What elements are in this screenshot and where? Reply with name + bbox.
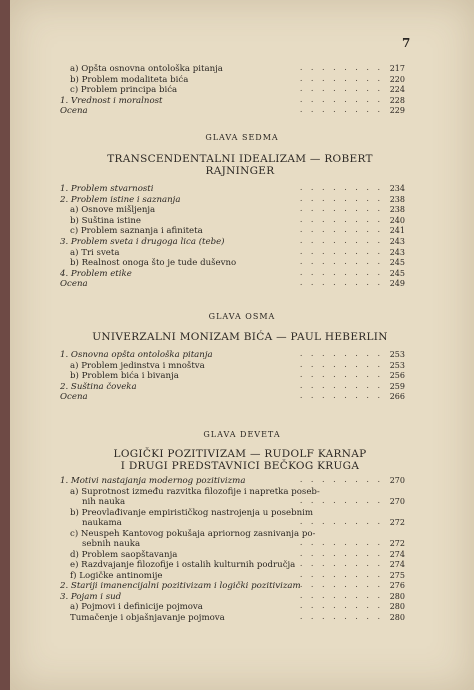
- toc-entry-page: 243: [389, 237, 405, 246]
- leader-dots: . . . . . . . .: [299, 496, 383, 505]
- toc-entry: [60, 195, 405, 205]
- toc-entry: [60, 529, 405, 539]
- toc-entry: [60, 361, 405, 371]
- toc-entry-page: 274: [389, 560, 405, 569]
- toc-entry-page: 272: [389, 518, 405, 527]
- toc-entry-page: 245: [389, 258, 405, 268]
- toc-entry-label: 2. Problem istine i saznanja: [60, 194, 181, 205]
- leader-dots: . . . . . . . .: [299, 105, 383, 114]
- toc-entry: [60, 518, 405, 528]
- leader-dots: . . . . . . . .: [299, 204, 383, 214]
- chapter-label-osma: GLAVA OSMA: [208, 312, 276, 321]
- chapter-heading-line-2: RAJNINGER: [205, 165, 275, 177]
- chapter-heading-sedma: [70, 153, 410, 177]
- leader-dots: . . . . . . . .: [299, 569, 383, 579]
- chapter-heading-line-2: I DRUGI PREDSTAVNICI BEČKOG KRUGA: [120, 460, 360, 472]
- toc-entry-label: b) Realnost onoga što je tude duševno: [70, 258, 237, 269]
- toc-entry-label: Tumačenje i objašnjavanje pojmova: [70, 612, 225, 623]
- toc-entry-page: 270: [389, 497, 405, 506]
- leader-dots: . . . . . . . .: [299, 380, 383, 390]
- toc-entry-page: 245: [389, 268, 405, 278]
- leader-dots: . . . . . . . .: [299, 236, 383, 245]
- toc-entry-label: Ocena: [60, 279, 88, 290]
- toc-entry-label: a) Problem jedinstva i mnoštva: [70, 360, 205, 371]
- toc-entry: [60, 487, 405, 497]
- page-number: 7: [402, 36, 411, 50]
- toc-entry-label: b) Problem bića i bivanja: [70, 371, 179, 382]
- toc-entry-label: a) Suprotnost između razvitka filozofije i napretka poseb-: [70, 486, 320, 497]
- leader-dots: . . . . . . . .: [299, 548, 383, 558]
- toc-entry-label: 2. Stariji imanencijalni pozitivizam i logički pozitivizam: [60, 581, 301, 591]
- leader-dots: . . . . . . . .: [299, 391, 383, 401]
- toc-entry-page: 259: [389, 381, 405, 391]
- toc-entry: [60, 581, 405, 591]
- toc-entry: [60, 248, 405, 258]
- toc-entry: [60, 64, 405, 74]
- toc-entry-label: 1. Motivi nastajanja modernog pozitivizma: [60, 476, 246, 486]
- toc-entry: [60, 571, 405, 581]
- toc-entry: [60, 508, 405, 518]
- toc-entry-label: d) Problem saopštavanja: [70, 549, 178, 560]
- leader-dots: . . . . . . . .: [299, 601, 383, 610]
- toc-entry-label: 3. Problem sveta i drugoga lica (tebe): [60, 237, 225, 247]
- leader-dots: . . . . . . . .: [299, 183, 383, 192]
- leader-dots: . . . . . . . .: [299, 475, 383, 484]
- toc-entry-page: 253: [389, 350, 405, 359]
- leader-dots: . . . . . . . .: [299, 580, 383, 589]
- toc-entry-label: Ocena: [60, 392, 88, 403]
- toc-entry-label: c) Problem saznanja i afiniteta: [70, 226, 203, 237]
- leader-dots: . . . . . . . .: [299, 214, 383, 224]
- toc-entry-page: 256: [389, 371, 405, 381]
- toc-entry-label: f) Logičke antinomije: [70, 570, 163, 581]
- toc-entry: [60, 476, 405, 486]
- toc-entry-page: 238: [389, 205, 405, 215]
- toc-entry: [60, 560, 405, 570]
- leader-dots: . . . . . . . .: [299, 559, 383, 568]
- leader-dots: . . . . . . . .: [299, 193, 383, 203]
- leader-dots: . . . . . . . .: [299, 73, 383, 83]
- chapter-label-deveta: GLAVA DEVETA: [203, 430, 281, 439]
- leader-dots: . . . . . . . .: [299, 538, 383, 547]
- toc-entry-label: b) Suština istine: [70, 215, 141, 226]
- toc-entry-label: 2. Suština čoveka: [60, 381, 137, 392]
- toc-entry: [60, 371, 405, 381]
- toc-entry-label: naukama: [82, 518, 122, 528]
- toc-entry: [60, 550, 405, 560]
- toc-entry: [60, 392, 405, 402]
- toc-entry-label: c) Problem principa bića: [70, 85, 178, 95]
- toc-entry-page: 240: [389, 215, 405, 225]
- toc-entry: [60, 258, 405, 268]
- toc-entry-page: 280: [389, 591, 405, 601]
- chapter-heading-line-1: UNIVERZALNI MONIZAM BIĆA — PAUL HEBERLIN: [92, 331, 388, 343]
- toc-entry-label: sebnih nauka: [82, 539, 141, 549]
- toc-entry: [60, 497, 405, 507]
- leader-dots: . . . . . . . .: [299, 63, 383, 72]
- toc-entry: [60, 613, 405, 623]
- toc-entry-label: Ocena: [60, 106, 88, 116]
- toc-entry: [60, 106, 405, 116]
- toc-entry: [60, 75, 405, 85]
- chapter-label-sedma: GLAVA SEDMA: [205, 133, 279, 142]
- leader-dots: . . . . . . . .: [299, 267, 383, 277]
- toc-entry-label: a) Osnove mišljenja: [70, 205, 156, 216]
- toc-entry-page: 253: [389, 360, 405, 370]
- toc-entry-page: 243: [389, 247, 405, 257]
- toc-entry-page: 266: [389, 392, 405, 402]
- toc-entry-label: a) Tri sveta: [70, 247, 120, 258]
- toc-entry-page: 275: [389, 570, 405, 580]
- toc-entry-page: 270: [389, 476, 405, 485]
- toc-entry: [60, 96, 405, 106]
- toc-entry-page: 241: [389, 226, 405, 236]
- toc-entry: [60, 350, 405, 360]
- toc-entry-page: 234: [389, 184, 405, 193]
- toc-entry-page: 217: [389, 64, 405, 73]
- leader-dots: . . . . . . . .: [299, 611, 383, 621]
- toc-entry: [60, 539, 405, 549]
- leader-dots: . . . . . . . .: [299, 517, 383, 526]
- leader-dots: . . . . . . . .: [299, 246, 383, 256]
- toc-entry-label: 4. Problem etike: [60, 268, 132, 279]
- toc-entry-label: e) Razdvajanje filozofije i ostalih kulturnih područja: [70, 560, 296, 570]
- toc-entry: [60, 226, 405, 236]
- leader-dots: . . . . . . . .: [299, 590, 383, 600]
- toc-entry-label: b) Problem modaliteta bića: [70, 74, 189, 85]
- toc-entry-label: a) Pojmovi i definicije pojmova: [70, 602, 203, 612]
- chapter-heading-deveta: [70, 448, 410, 472]
- chapter-heading-osma: [70, 331, 410, 343]
- toc-entry-label: 1. Vrednost i moralnost: [60, 95, 163, 106]
- toc-entry-label: a) Opšta osnovna ontološka pitanja: [70, 64, 223, 74]
- toc-entry: [60, 216, 405, 226]
- leader-dots: . . . . . . . .: [299, 94, 383, 104]
- toc-entry-label: c) Neuspeh Kantovog pokušaja apriornog zasnivanja po-: [70, 528, 316, 539]
- leader-dots: . . . . . . . .: [299, 349, 383, 358]
- toc-entry-page: 238: [389, 194, 405, 204]
- toc-entry: [60, 382, 405, 392]
- toc-entry-page: 274: [389, 549, 405, 559]
- toc-entry: [60, 184, 405, 194]
- toc-entry: [60, 602, 405, 612]
- leader-dots: . . . . . . . .: [299, 257, 383, 267]
- chapter-heading-line-1: LOGIČKI POZITIVIZAM — RUDOLF KARNAP: [113, 448, 367, 460]
- toc-entry-page: 229: [389, 106, 405, 115]
- book-page: [10, 0, 474, 690]
- toc-entry-label: 1. Problem stvarnosti: [60, 184, 154, 194]
- toc-entry-label: 3. Pojam i sud: [60, 591, 122, 602]
- leader-dots: . . . . . . . .: [299, 359, 383, 369]
- toc-entry: [60, 269, 405, 279]
- toc-entry-label: b) Preovlađivanje empirističkog nastrojenja u posebnim: [70, 507, 314, 518]
- toc-entry-page: 224: [389, 85, 405, 94]
- leader-dots: . . . . . . . .: [299, 278, 383, 288]
- toc-entry: [60, 279, 405, 289]
- toc-entry-page: 272: [389, 539, 405, 548]
- toc-entry-page: 249: [389, 279, 405, 289]
- toc-entry: [60, 205, 405, 215]
- toc-entry-page: 280: [389, 612, 405, 622]
- toc-entry-page: 276: [389, 581, 405, 590]
- chapter-heading-line-1: TRANSCENDENTALNI IDEALIZAM — ROBERT: [107, 153, 373, 165]
- toc-entry-label: nih nauka: [82, 497, 126, 507]
- leader-dots: . . . . . . . .: [299, 370, 383, 380]
- toc-entry: [60, 592, 405, 602]
- leader-dots: . . . . . . . .: [299, 225, 383, 235]
- toc-entry-page: 228: [389, 95, 405, 105]
- toc-entry-label: 1. Osnovna opšta ontološka pitanja: [60, 350, 213, 360]
- toc-entry-page: 280: [389, 602, 405, 611]
- toc-entry: [60, 237, 405, 247]
- toc-entry-page: 220: [389, 74, 405, 84]
- toc-entry: [60, 85, 405, 95]
- leader-dots: . . . . . . . .: [299, 84, 383, 93]
